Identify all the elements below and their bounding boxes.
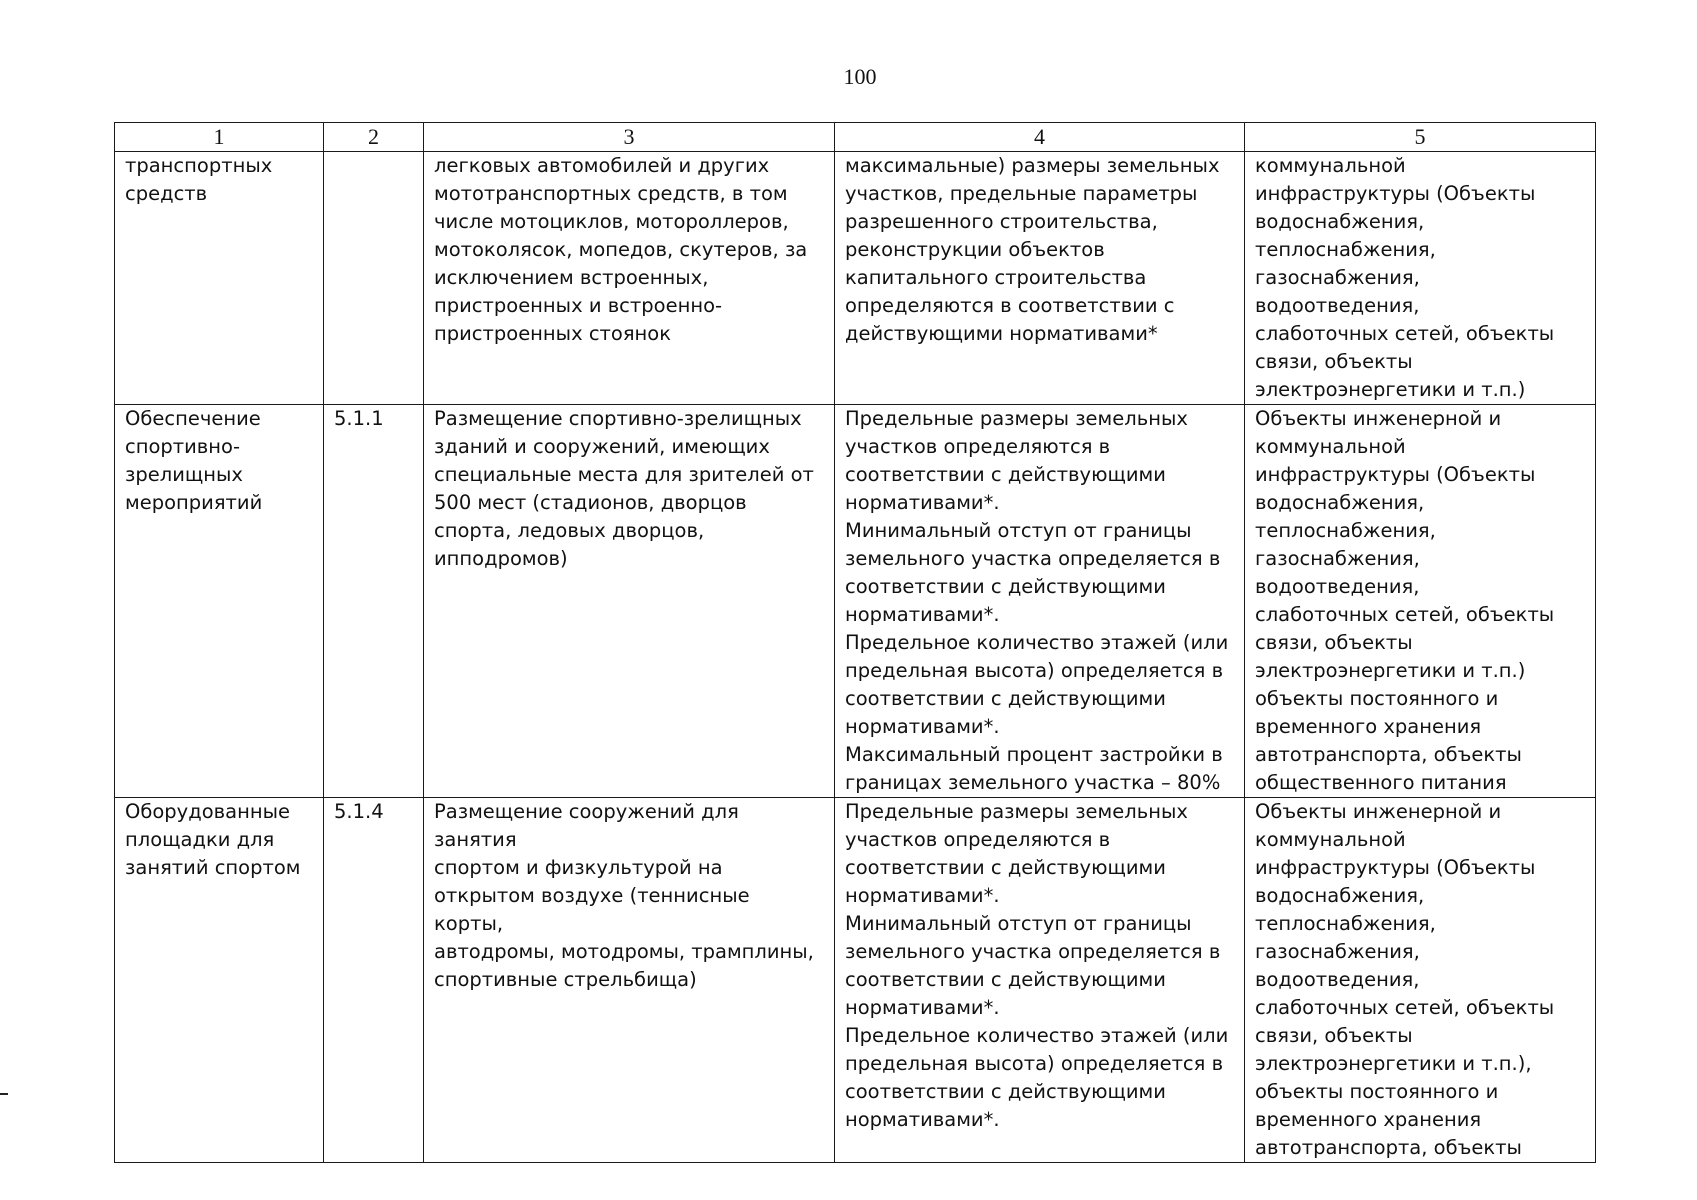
land-use-table [114, 122, 1596, 1163]
page-number: 100 [843, 64, 877, 89]
auxiliary-uses-cell: Объекты инженерной и коммунальной инфраструктуры (Объекты водоснабжения, теплоснабжения, газоснабжения, водоотведения, слаботочных сетей, объекты связи, объекты электроэнергетики и т.п.) объекты постоянного и временного хранения автотранспорта, объекты общественного питания [1245, 405, 1596, 798]
use-name-cell: Обеспечение спортивно- зрелищных мероприятий [115, 405, 324, 798]
auxiliary-uses-cell: коммунальной инфраструктуры (Объекты водоснабжения, теплоснабжения, газоснабжения, водоотведения, слаботочных сетей, объекты связи, объекты электроэнергетики и т.п.) [1245, 152, 1596, 405]
table-header-row [115, 123, 1596, 152]
parameters-cell: Предельные размеры земельных участков определяются в соответствии с действующими нормативами*. Минимальный отступ от границы земельного участка определяется в соответствии с действующими нормативами*. Предельное количество этажей (или предельная высота) определяется в соответствии с действующими нормативами*. Максимальный процент застройки в границах земельного участка – 80% [835, 405, 1245, 798]
column-header-5: 5 [1245, 123, 1596, 152]
use-description-cell: Размещение спортивно-зрелищных зданий и сооружений, имеющих специальные места для зрителей от 500 мест (стадионов, дворцов спорта, ледовых дворцов, ипподромов) [424, 405, 835, 798]
use-description-cell: легковых автомобилей и других мототранспортных средств, в том числе мотоциклов, мотороллеров, мотоколясок, мопедов, скутеров, за исключением встроенных, пристроенных и встроенно- пристроенных стоянок [424, 152, 835, 405]
table-row [115, 405, 1596, 798]
use-description-cell: Размещение сооружений для занятия спортом и физкультурой на открытом воздухе (теннисные корты, автодромы, мотодромы, трамплины, спортивные стрельбища) [424, 798, 835, 1163]
parameters-cell: Предельные размеры земельных участков определяются в соответствии с действующими нормативами*. Минимальный отступ от границы земельного участка определяется в соответствии с действующими нормативами*. Предельное количество этажей (или предельная высота) определяется в соответствии с действующими нормативами*. [835, 798, 1245, 1163]
margin-mark [0, 1093, 8, 1095]
column-header-4: 4 [835, 123, 1245, 152]
auxiliary-uses-cell: Объекты инженерной и коммунальной инфраструктуры (Объекты водоснабжения, теплоснабжения, газоснабжения, водоотведения, слаботочных сетей, объекты связи, объекты электроэнергетики и т.п.), объекты постоянного и временного хранения автотранспорта, объекты [1245, 798, 1596, 1163]
parameters-cell: максимальные) размеры земельных участков, предельные параметры разрешенного строительства, реконструкции объектов капитального строительства определяются в соответствии с действующими нормативами* [835, 152, 1245, 405]
use-code-cell [324, 152, 424, 405]
use-name-cell: транспортных средств [115, 152, 324, 405]
use-code-cell: 5.1.1 [324, 405, 424, 798]
column-header-1: 1 [115, 123, 324, 152]
use-name-cell: Оборудованные площадки для занятий спортом [115, 798, 324, 1163]
use-code-cell: 5.1.4 [324, 798, 424, 1163]
table-row [115, 152, 1596, 405]
column-header-2: 2 [324, 123, 424, 152]
table-row [115, 798, 1596, 1163]
column-header-3: 3 [424, 123, 835, 152]
